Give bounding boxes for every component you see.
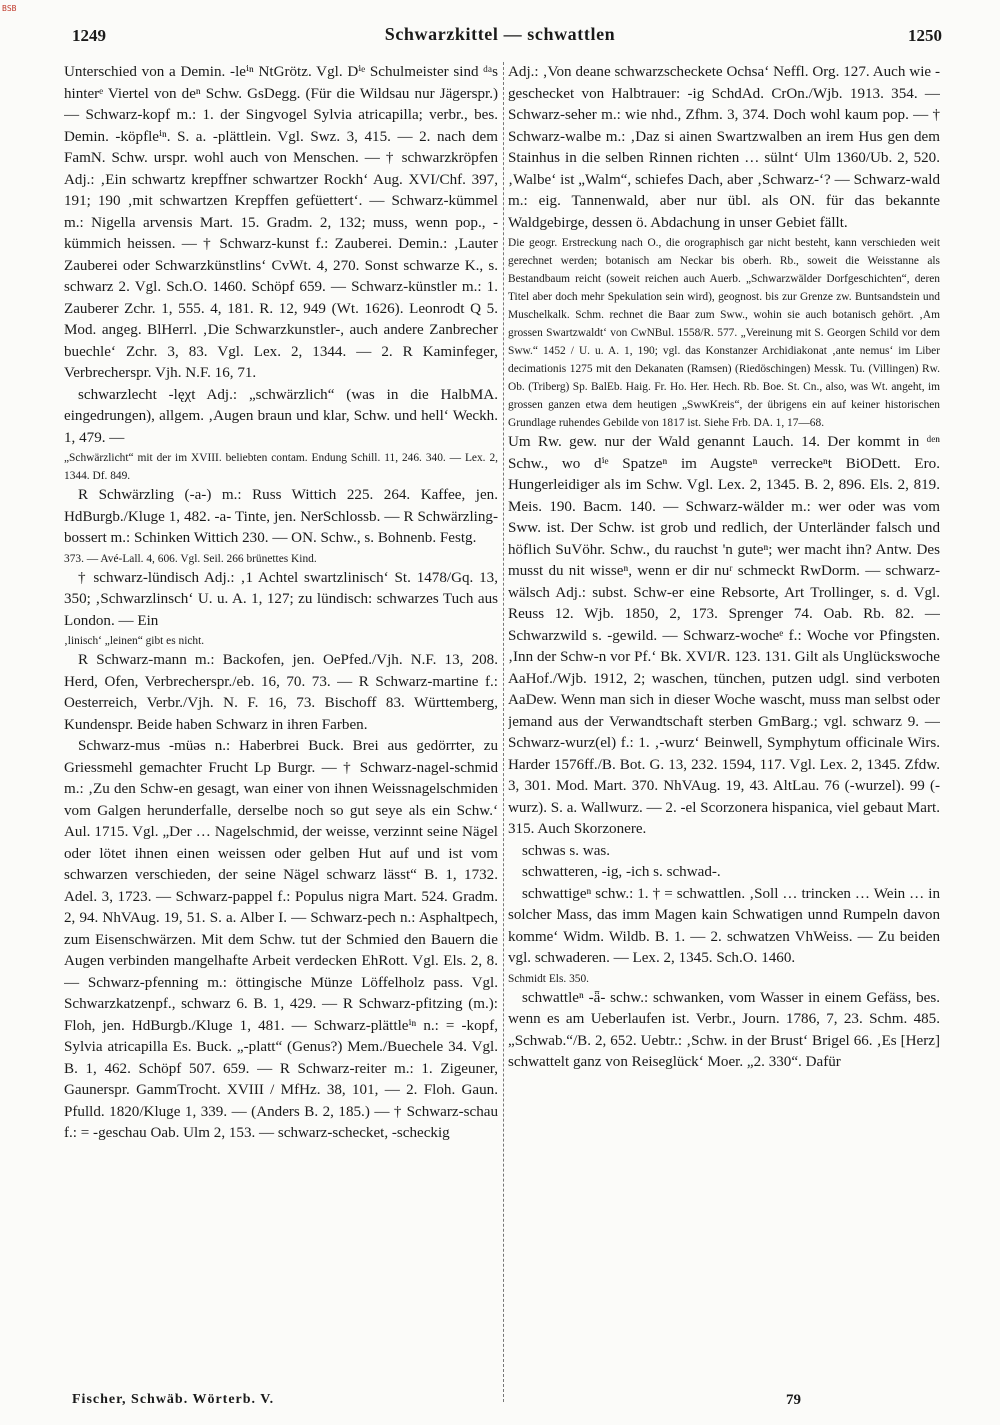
right-para-2: Um Rw. gew. nur der Wald genannt Lauch. 14. Der kommt in ᵈᵉⁿ Schw., wo dⁱᵉ Spatzeⁿ im Augsteⁿ verreckeⁿt BiODett. Ero. Hungerleidiger als im Schw. Vgl. Lex. 2, 1345. B. 2, 896. Els. 2, 819. Meis. 190. Bacm. 140. — Schwarz-wälder m.: wer oder was vom Sww. ist. Der Schw. ist grob und redlich, der Unterländer falsch und höflich SuVöhr. Schw., du rauchst 'n guteⁿ; wer macht ihn? Antw. Des musst du nit wisseⁿ, wenn er dir nuʳ schmeckt RwDorm. — schwarz-wälsch Adj.: subst. Schw-er eine Rebsorte, Art Trollinger, s. d. Vgl. Reuss 12. Wjb. 1850, 2, 173. Sprenger 74. Oab. Rb. 82. — Schwarzwild s. -gewild. — Schwarz-wocheᵉ f.: Woche vor Pfingsten. ‚Inn der Schw-n vor Pf.‘ Bk. XVI/R. 123. 131. Gilt als Unglückswoche AaHof./Wjb. 1912, 2; waschen, tünchen, putzen udgl. sind verboten AaDew. Wenn man sich in dieser Woche wascht, muss man selbst oder jemand aus der Verwandtschaft sterben GmBarg.; vgl. schwarz 9. — Schwarz-wurz(el) f.: 1. ‚-wurz‘ Beinwell, Symphytum officinale Wirs. Harder 1576ff./B. Bot. G. 13, 232. 1594, 117. Vgl. Lex. 2, 1345. Zfdw. 3, 301. Mod. Mart. 370. NhVAug. 19, 43. AltLau. 76 (-wurzel). 99 (-wurz). S. a. Wallwurz. — 2. -el Scorzonera hispanica, viel gebaut Mart. 315. Auch Skorzonere. (508, 434, 940, 837)
left-para-6: Schwarz-mus -müəs n.: Haberbrei Buck. Brei aus gedörrter, zu Griessmehl gemachter Frucht Lp Burgr. — † Schwarz-nagel-schmid m.: ‚Zu den Schw-en gesagt, wan einer von ihnen Weissnagelschmiden vom Galgen herunderfalle, derselbe noch so gut seye als ein Schw.‘ Aul. 1715. Vgl. „Der … Nagelschmid, der weisse, verzinnt seine Nägel oder lötet ihnen einen weissen oder gelben Hut auf und ist vom schwarzen verschieden, der seine Nägel schwarz lässt“ B. 1, 1732. Adel. 3, 1723. — Schwarz-pappel f.: Populus nigra Mart. 524. Gradm. 2, 94. NhVAug. 19, 51. S. a. Alber I. — Schwarz-pech n.: Asphaltpech, zum Eisenschwärzen. Mit dem Schw. tut der Schmied den Bauern die Augen verbinden mangelhafte Arbeit verdecken EhRott. Vgl. Els. 2, 8. — Schwarz-pfenning m.: öttingische Münze Löffelholz pass. Vgl. Schwarzkatzenpf., schwarz 6. B. 1, 429. — R Schwarz-pfitzing (m.): Floh, jen. HdBurgb./Kluge 1, 481. — Schwarz-plättleⁱⁿ n.: = -kopf, Sylvia atricapilla Es. Buck. „-platt“ (Genus?) Mem./Buechele 34. Vgl. B. 1, 462. Schöpf 507. 659. — R Schwarz-reiter m.: 1. Zigeuner, Gaunerspr. GammTrocht. XVIII / MfHz. 38, 101, — 2. Floh. Gaun. Pfulld. 1820/Kluge 1, 339. — (Anders B. 2, 185.) — † Schwarz-schau f.: = -geschau Oab. Ulm 2, 153. — schwarz-schecket, -scheckig (64, 738, 498, 1141)
page-number-right: 1250 (908, 26, 942, 45)
left-note-1: „Schwärzlicht“ mit der im XVIII. beliebten contam. Endung Schill. 11, 246. 340. — Lex. 2, 1344. Df. 849. (64, 452, 498, 482)
left-para-4: † schwarz-lündisch Adj.: ‚1 Achtel swartzlinisch‘ St. 1478/Gq. 13, 350; ‚Schwarzlinsch‘ U. u. A. 1, 127; zu lündisch: schwarzes Tuch aus London. — Ein (64, 569, 498, 629)
right-para-1: Adj.: ‚Von deane schwarzscheckete Ochsa‘ Neffl. Org. 127. Auch wie -geschecket von Halbtrauer: -ig SchdAd. CrOn./Wjb. 1913. 354. — Schwarz-seher m.: wie nhd., Zfhm. 3, 374. Doch wohl kaum pop. — † Schwarz-walbe m.: ‚Daz si ainen Swartzwalben an irem Hus gen dem Stainhus in die selben Rinnen richten … sülnt‘ Ulm 1360/Ub. 2, 520. ‚Walbe‘ ist „Walm“, schiefes Dach, aber ‚Schwarz-‘? — Schwarz-wald m.: eig. Tannenwald, aber nur übl. als ON. für das bekannte Waldgebirge, dessen ö. Abdachung in unser Gebiet fällt. (508, 64, 940, 231)
left-para-3: R Schwärzling (-a-) m.: Russ Wittich 225. 264. Kaffee, jen. HdBurgb./Kluge 1, 482. -a- Tinte, jen. NerSchlossb. — R Schwärzling-bossert m.: Schinken Wittich 230. — ON. Schw., s. Bohnenb. Festg. (64, 487, 498, 546)
right-para-3: schwas s. was. (522, 842, 611, 859)
left-para-5: R Schwarz-mann m.: Backofen, jen. OePfed./Vjh. N.F. 13, 208. Herd, Ofen, Verbrecherspr./eb. 16, 70. 73. — R Schwarz-martine f.: Oesterreich, Verbr./Vjh. N. F. 16, 73. Bischoff 83. Württemberg, Kundenspr. Beide haben Schwarz in ihren Farben. (64, 652, 498, 733)
left-para-1: Unterschied von a Demin. -leⁱⁿ NtGrötz. Vgl. Dⁱᵉ Schulmeister sind ᵈᵃs hinterᵉ Viertel von deⁿ Schw. GsDegg. (Für die Wildsau nur Jägerspr.) — Schwarz-kopf m.: 1. der Singvogel Sylvia atricapilla; verbr., bes. Demin. -köpfleⁱⁿ. S. a. -plättlein. Vgl. Swz. 3, 415. — 2. nach dem FamN. Schw. urspr. wohl auch von Menschen. — † schwarzkröpfen Adj.: ‚Ein schwartz krepffner schwartzer Rockh‘ Aug. XVI/Chf. 397, 191; 190 ‚mit schwartzen Krepffen gefüettert‘. — Schwarz-kümmel m.: Nigella arvensis Mart. 15. Gradm. 2, 132; muss, wenn pop., -kümmich heissen. — † Schwarz-kunst f.: Zauberei. Demin.: ‚Lauter Zauberei oder Schwarzkünstlins‘ CvWt. 4, 270. Sonst schwarze K., s. schwarz 2. Vgl. Sch.O. 1460. Schöpf 659. — Schwarz-künstler m.: 1. Zauberer Zchr. 1, 555. 4, 181. R. 12, 949 (Wt. 1626). Leonrodt Q 5. Mod. angeg. BlHerrl. ‚Die Schwarzkunstler-, auch andere Zanbrecher buechle‘ Zchr. 3, 83. Vgl. Lex. 2, 1344. — 2. R Kaminfeger, Verbrecherspr. Vjh. N.F. 16, 71. (64, 64, 498, 381)
right-para-5: schwattigeⁿ schw.: 1. † = schwattlen. ‚Soll … trincken … Wein … in solcher Mass, das imm Magen kain Schwatigen unnd Rumpeln davon komme‘ Widm. Wildb. B. 1. — 2. schwatzen VhWeiss. — Zu beiden vgl. schwaderen. — Lex. 2, 1345. Sch.O. 1460. (508, 885, 940, 966)
left-para-2: schwarzlecht -lęχt Adj.: „schwärzlich“ (was in die HalbMA. eingedrungen), allgem. ‚Augen braun und klar, Schw. und hell‘ Weckh. 1, 479. — (64, 386, 498, 446)
sheet-number: 79 (786, 1392, 801, 1408)
page-footer (0, 1392, 1000, 1414)
right-note-2: Schmidt Els. 350. (508, 972, 590, 985)
right-para-6: schwattleⁿ -ǟ- schw.: schwanken, vom Wasser in einem Gefäss, bes. wenn es am Ueberlaufen ist. Verbr., Journ. 1786, 7, 23. Schm. 485. „Schwab.“/B. 2, 652. Uebtr.: ‚Schw. in der Brust‘ Brigel 66. ‚Es [Herz] schwattelt ganz von Reiseglück‘ Moer. „2. 330“. Dafür (508, 989, 940, 1070)
running-title: Schwarzkittel — schwattlen (384, 24, 616, 44)
page-number-left: 1249 (72, 26, 106, 45)
right-para-4: schwatteren, -ig, -ich s. schwad-. (522, 864, 721, 880)
left-note-2: 373. — Avé-Lall. 4, 606. Vgl. Seil. 266 brünettes Kind. (64, 552, 317, 565)
page-header (0, 18, 1000, 48)
footer-source: Fischer, Schwäb. Wörterb. V. (72, 1392, 275, 1407)
right-column (508, 62, 940, 1392)
left-note-3: ‚linisch‘ „leinen“ gibt es nicht. (64, 635, 205, 647)
left-column (64, 62, 498, 1392)
library-stamp: BSB (2, 4, 17, 13)
column-divider (503, 62, 504, 1402)
right-note-1: Die geogr. Erstreckung nach O., die orographisch gar nicht besteht, kann verschieden weit gerechnet werden; botanisch am Neckar bis oberh. Rb., soweit die Weisstanne als Bestandbaum reicht (soweit reichen auch Auerb. „Schwarzwälder Dorfgeschichten“, deren Titel aber doch mehr Spekulation sein wird), geognost. bis zur Grenze zw. Buntsandstein und Muschelkalk. Schm. rechnet die Baar zum Sww., wohin sie auch botanisch gehört. ‚Am grossen Swartzwaldt‘ von CwNBul. 1558/R. 577. „Vereinung mit S. Georgen Schild vor dem Sww.“ 1452 / U. u. A. 1, 190; vgl. das Konstanzer Archidiakonat ‚ante nemus‘ im Liber decimationis 1275 mit den Dekanaten (Ramsen) (Riedöschingen) Messk. Tu. (Villingen) Rw. Ob. (Triberg) Sp. BalEb. Haig. Fr. Ho. Her. Hech. Rb. Boe. St. Cn., also, was Wt. angeht, im grossen ganzen etwa dem heutigen „SwwKreis“, der übrigens ein auf keiner historischen Grundlage ruhendes Gebilde von 1817 ist. Siehe Frb. DA. 1, 17—68. (508, 237, 940, 429)
